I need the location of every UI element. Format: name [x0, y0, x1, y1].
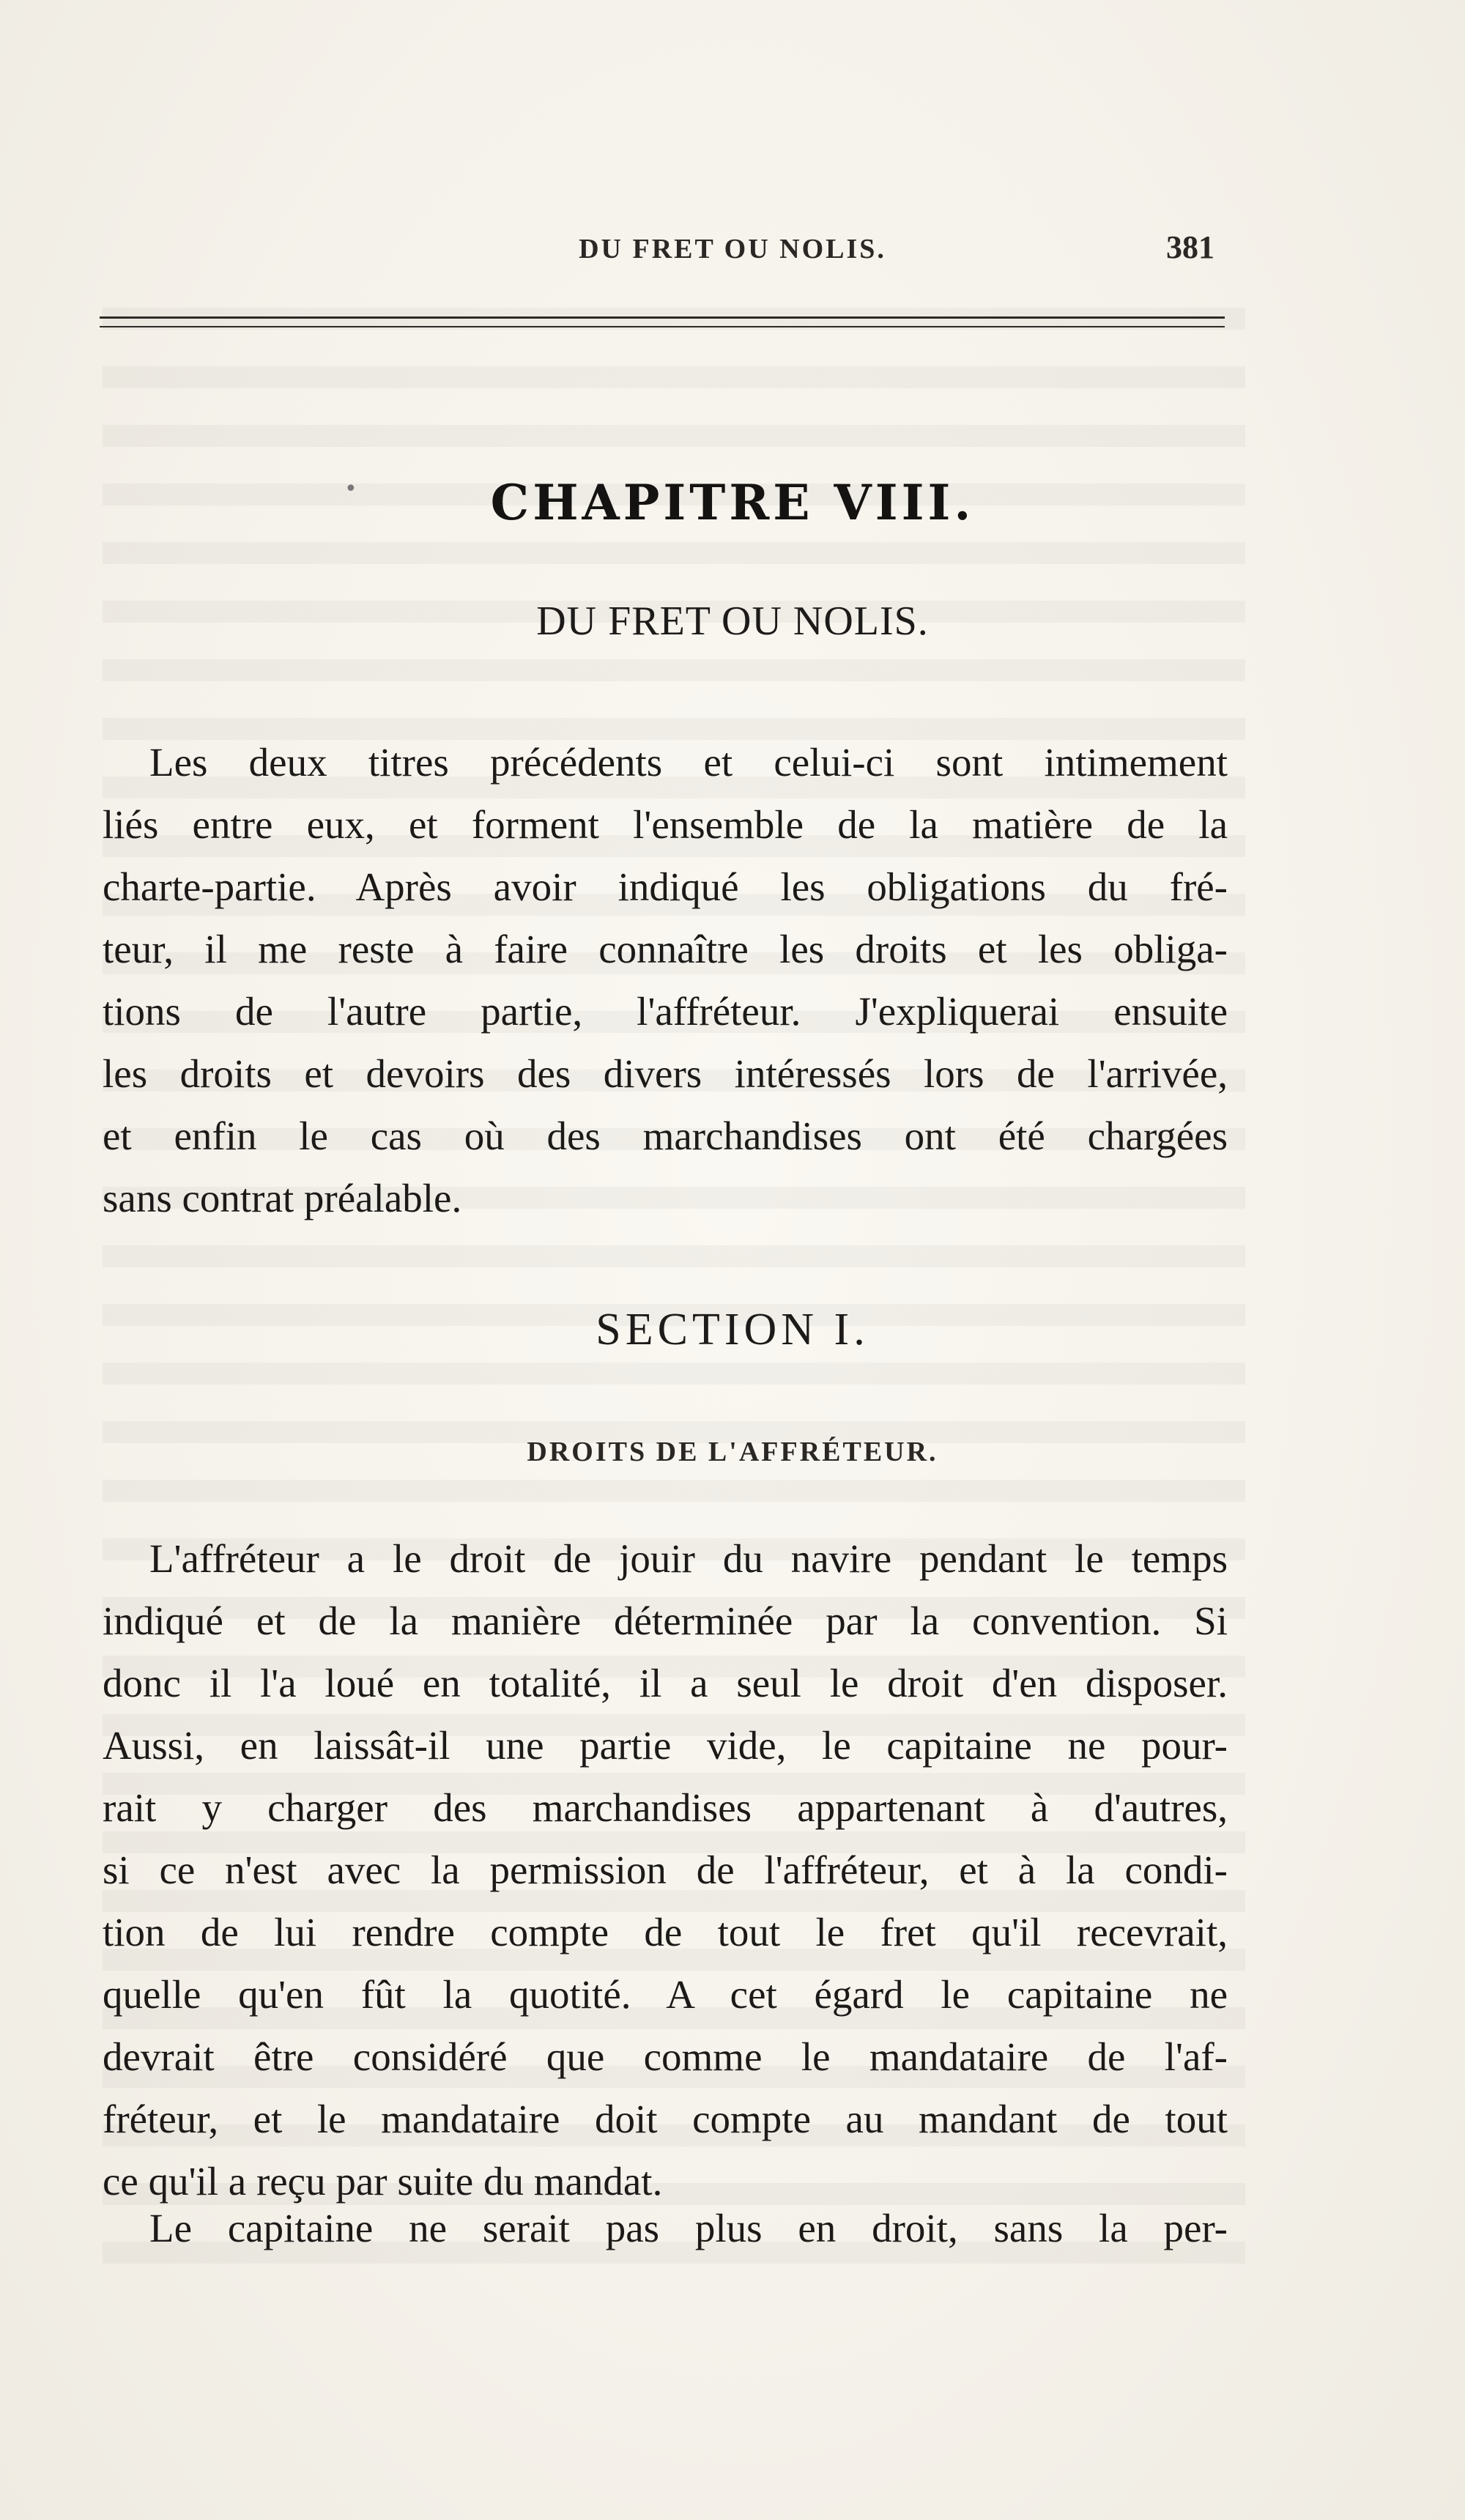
paragraph-line: donc il l'a loué en totalité, il a seul le droit d'en disposer. [103, 1661, 1228, 1705]
stray-dot-mark: • [344, 476, 357, 502]
paragraph-line: indiqué et de la manière déterminée par la convention. Si [103, 1598, 1228, 1643]
header-rule-thin [100, 326, 1225, 327]
paragraph-capitaine [103, 2197, 1228, 2259]
paragraph-line: ce qu'il a reçu par suite du mandat. [103, 2159, 663, 2204]
chapter-title: CHAPITRE VIII. [490, 474, 975, 531]
paragraph-line: quelle qu'en fût la quotité. A cet égard le capitaine ne [103, 1972, 1228, 2017]
paragraph-droits [103, 1527, 1228, 2212]
header-rule-thick [100, 316, 1225, 319]
paragraph-line: liés entre eux, et forment l'ensemble de la matière de la [103, 802, 1228, 847]
running-title: DU FRET OU NOLIS. [579, 234, 886, 264]
paragraph-intro [103, 731, 1228, 1229]
paragraph-line: tion de lui rendre compte de tout le fret qu'il recevrait, [103, 1910, 1228, 1954]
section-title: SECTION I. [596, 1305, 869, 1354]
page-number: 381 [1166, 229, 1214, 265]
paragraph-line: devrait être considéré que comme le mandataire de l'af- [103, 2034, 1228, 2079]
paragraph-line: Le capitaine ne serait pas plus en droit, sans la per- [149, 2206, 1228, 2250]
paragraph-line: sans contrat préalable. [103, 1176, 462, 1220]
paragraph-line: rait y charger des marchandises appartenant à d'autres, [103, 1785, 1228, 1830]
paragraph-line: teur, il me reste à faire connaître les droits et les obliga- [103, 927, 1228, 971]
paragraph-line: et enfin le cas où des marchandises ont été chargées [103, 1113, 1228, 1158]
section-subtitle: DROITS DE L'AFFRÉTEUR. [527, 1437, 938, 1467]
chapter-subtitle: DU FRET OU NOLIS. [536, 598, 929, 644]
paragraph-line: les droits et devoirs des divers intéressés lors de l'arrivée, [103, 1051, 1228, 1096]
paragraph-line: charte-partie. Après avoir indiqué les obligations du fré- [103, 864, 1228, 909]
paragraph-line: fréteur, et le mandataire doit compte au mandant de tout [103, 2097, 1228, 2141]
paragraph-line: tions de l'autre partie, l'affréteur. J'expliquerai ensuite [103, 989, 1228, 1034]
paragraph-line: L'affréteur a le droit de jouir du navire pendant le temps [149, 1536, 1228, 1581]
paragraph-line: Les deux titres précédents et celui-ci sont intimement [149, 740, 1228, 785]
paragraph-line: si ce n'est avec la permission de l'affréteur, et à la condi- [103, 1848, 1228, 1892]
paragraph-line: Aussi, en laissât-il une partie vide, le capitaine ne pour- [103, 1723, 1228, 1768]
